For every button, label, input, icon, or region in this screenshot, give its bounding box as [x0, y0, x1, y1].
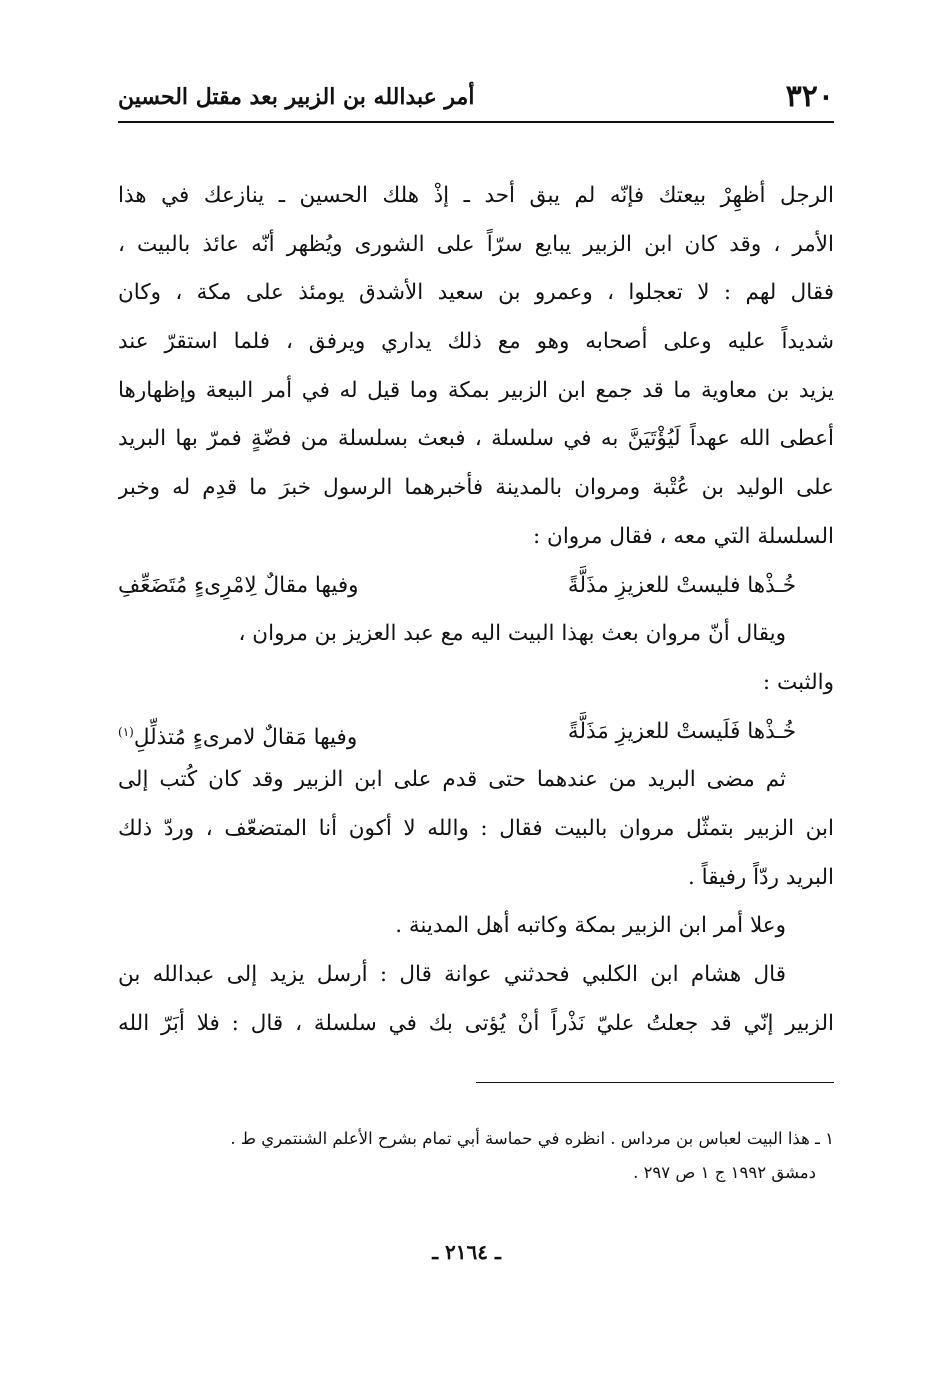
- header-rule: [118, 121, 834, 123]
- body-line-5: يزيد بن معاوية ما قد جمع ابن الزبير بمكة وما قيل له في أمر البيعة وإظهارها: [118, 377, 834, 403]
- body-line-8: السلسلة التي معه ، فقال مروان :: [532, 523, 834, 549]
- verse-1-second-hemistich: وفيها مقالٌ لِامْرِىءٍ مُتَضَعِّفِ: [118, 572, 359, 598]
- header-page-number: ٣٢٠: [785, 79, 834, 114]
- body-line-14: وعلا أمر ابن الزبير بمكة وكاتبه أهل المدينة .: [395, 913, 786, 939]
- body-line-11: ثم مضى البريد من عندهما حتى قدم على ابن الزبير وقد كان كُتب إلى: [118, 767, 786, 793]
- header-title: أمر عبدالله بن الزبير بعد مقتل الحسين: [118, 84, 475, 110]
- body-line-4: شديداً عليه وعلى أصحابه وهو مع ذلك يداري ويرفق ، فلما استقرّ عند: [118, 329, 834, 355]
- verse-1-first-hemistich: خُـذْها فليستْ للعزيزِ مذَلَّةً: [567, 572, 796, 598]
- body-text: [118, 172, 834, 1048]
- footnote-marker: (١): [118, 724, 134, 739]
- body-line-2: الأمر ، وقد كان ابن الزبير يبايع سرّاً على الشورى ويُظهر أنّه عائذ بالبيت ،: [118, 231, 834, 257]
- verse-2-second-hemistich: [118, 708, 357, 757]
- footnote-rule: [476, 1082, 834, 1083]
- footnote-line-1: ١ ـ هذا البيت لعباس بن مرداس . انظره في حماسة أبي تمام بشرح الأعلم الشنتمري ط .: [230, 1129, 834, 1148]
- body-line-16: الزبير إنّي قد جعلتُ عليّ نَذْراً أنْ يُؤتى بك في سلسلة ، قال : فلا أبَرّ الله: [118, 1010, 834, 1036]
- body-line-12: ابن الزبير بتمثّل مروان بالبيت فقال : والله لا أكون أنا المتضعّف ، وردّ ذلك: [118, 815, 834, 841]
- footer-page-number: ـ ٢١٦٤ ـ: [432, 1240, 501, 1264]
- verse-2: [118, 708, 834, 757]
- body-line-9: ويقال أنّ مروان بعث بهذا البيت اليه مع عبد العزيز بن مروان ،: [238, 621, 786, 647]
- body-line-13: البريد ردّاً رفيقاً .: [688, 864, 834, 890]
- verse-2-second-text: وفيها مَقالٌ لامرىءٍ مُتذلِّلِ: [133, 724, 358, 750]
- body-line-6: أعطى الله عهداً لَيُؤْتَيَنَّ به في سلسلة ، فبعث بسلسلة من فضّةٍ فمرّ بها البريد: [118, 426, 834, 452]
- running-header: [118, 78, 834, 120]
- body-line-1: الرجل أظهِرْ بيعتك فإنّه لم يبق أحد ـ إذْ هلك الحسين ـ ينازعك في هذا: [118, 183, 834, 208]
- body-line-7: على الوليد بن عُتْبة ومروان بالمدينة فأخبرهما الرسول خبرَ ما قدِم له وخبر: [118, 475, 834, 501]
- footnote-line-2: دمشق ١٩٩٢ ج ١ ص ٢٩٧ .: [633, 1163, 816, 1182]
- verse-1: [118, 562, 834, 611]
- verse-2-first-hemistich: خُـذْها فَلَيستْ للعزيزِ مَذَلَّةً: [567, 718, 796, 744]
- body-line-15: قال هشام ابن الكلبي فحدثني عوانة قال : أرسل يزيد إلى عبدالله بن: [118, 962, 786, 987]
- body-line-10: والثبت :: [762, 669, 834, 695]
- footnotes: [118, 1122, 834, 1190]
- body-line-3: فقال لهم : لا تعجلوا ، وعمرو بن سعيد الأشدق يومئذ على مكة ، وكان: [118, 280, 834, 306]
